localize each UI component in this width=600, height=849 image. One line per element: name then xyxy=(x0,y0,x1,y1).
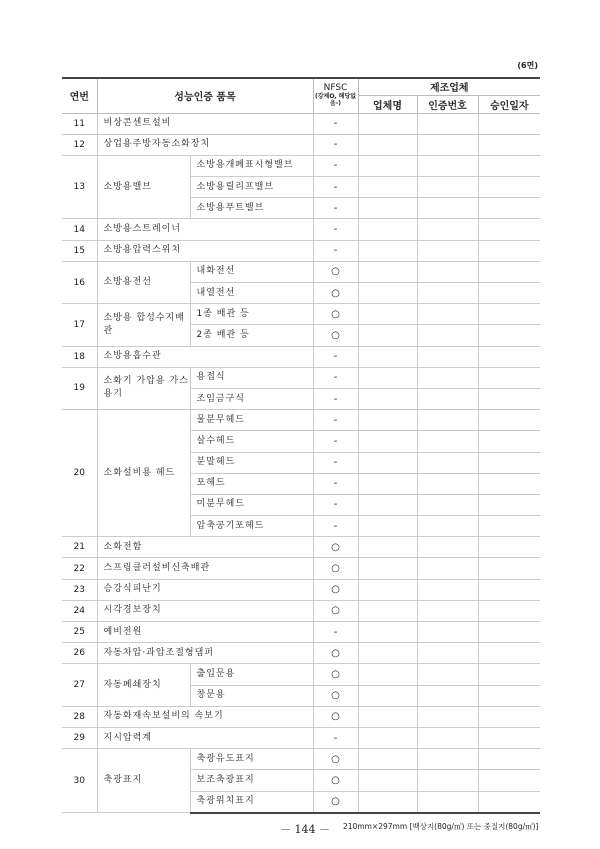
item-name: 소화설비용 헤드 xyxy=(97,410,190,537)
nfsc-mark: - xyxy=(313,219,358,240)
approval-date-cell xyxy=(478,706,540,727)
company-cell xyxy=(358,685,417,706)
company-cell xyxy=(358,452,417,473)
nfsc-mark: ○ xyxy=(313,664,358,685)
item-name: 축광표지 xyxy=(97,749,190,813)
item-name: 자동차압·과압조절형댐퍼 xyxy=(97,643,313,664)
approval-date-cell xyxy=(478,283,540,304)
cert-no-cell xyxy=(417,367,478,388)
nfsc-mark: - xyxy=(313,516,358,537)
table-row xyxy=(62,134,540,155)
cert-no-cell xyxy=(417,113,478,134)
cert-no-cell xyxy=(417,177,478,198)
approval-date-cell xyxy=(478,177,540,198)
nfsc-mark: - xyxy=(313,727,358,748)
table-row xyxy=(62,643,540,664)
item-number: 30 xyxy=(62,749,97,813)
table-row xyxy=(62,706,540,727)
cert-no-cell xyxy=(417,558,478,579)
nfsc-mark: ○ xyxy=(313,537,358,558)
nfsc-mark: ○ xyxy=(313,283,358,304)
nfsc-mark: - xyxy=(313,494,358,515)
approval-date-cell xyxy=(478,770,540,791)
company-cell xyxy=(358,367,417,388)
nfsc-mark: - xyxy=(313,622,358,643)
table-row xyxy=(62,558,540,579)
nfsc-mark: - xyxy=(313,177,358,198)
nfsc-mark: ○ xyxy=(313,558,358,579)
item-name: 소방용스트레이너 xyxy=(97,219,313,240)
approval-date-cell xyxy=(478,431,540,452)
item-number: 12 xyxy=(62,134,97,155)
item-name: 지시압력계 xyxy=(97,727,313,748)
approval-date-cell xyxy=(478,388,540,409)
item-number: 19 xyxy=(62,367,97,409)
sub-item-name: 축광유도표지 xyxy=(190,749,313,770)
nfsc-mark: - xyxy=(313,113,358,134)
cert-no-cell xyxy=(417,134,478,155)
cert-no-cell xyxy=(417,791,478,813)
company-cell xyxy=(358,240,417,261)
table-row xyxy=(62,537,540,558)
approval-date-cell xyxy=(478,410,540,431)
company-cell xyxy=(358,537,417,558)
header-cert-no: 인증번호 xyxy=(417,95,478,113)
item-number: 26 xyxy=(62,643,97,664)
table-row xyxy=(62,579,540,600)
company-cell xyxy=(358,304,417,325)
sub-item-name: 2종 배관 등 xyxy=(190,325,313,346)
company-cell xyxy=(358,198,417,219)
item-name: 소화기 가압용 가스용기 xyxy=(97,367,190,409)
approval-date-cell xyxy=(478,579,540,600)
cert-no-cell xyxy=(417,431,478,452)
approval-date-cell xyxy=(478,664,540,685)
item-name: 상업용주방자동소화장치 xyxy=(97,134,313,155)
approval-date-cell xyxy=(478,494,540,515)
item-name: 자동화재속보설비의 속보기 xyxy=(97,706,313,727)
item-name: 소방용밸브 xyxy=(97,155,190,219)
company-cell xyxy=(358,494,417,515)
item-name: 승강식피난기 xyxy=(97,579,313,600)
approval-date-cell xyxy=(478,219,540,240)
company-cell xyxy=(358,706,417,727)
cert-no-cell xyxy=(417,770,478,791)
nfsc-mark: - xyxy=(313,155,358,176)
item-number: 11 xyxy=(62,113,97,134)
nfsc-mark: ○ xyxy=(313,749,358,770)
sub-item-name: 분말헤드 xyxy=(190,452,313,473)
item-name: 소방용흡수관 xyxy=(97,346,313,367)
table-row xyxy=(62,622,540,643)
company-cell xyxy=(358,622,417,643)
table-row xyxy=(62,240,540,261)
item-number: 27 xyxy=(62,664,97,706)
sub-item-name: 보조축광표지 xyxy=(190,770,313,791)
nfsc-mark: - xyxy=(313,473,358,494)
company-cell xyxy=(358,410,417,431)
sub-item-name: 내열전선 xyxy=(190,283,313,304)
cert-no-cell xyxy=(417,685,478,706)
company-cell xyxy=(358,346,417,367)
company-cell xyxy=(358,727,417,748)
page-number: － 144 － xyxy=(280,823,330,836)
nfsc-mark: ○ xyxy=(313,600,358,621)
item-number: 18 xyxy=(62,346,97,367)
company-cell xyxy=(358,664,417,685)
company-cell xyxy=(358,113,417,134)
table-row xyxy=(62,261,540,282)
table-row xyxy=(62,367,540,388)
item-number: 15 xyxy=(62,240,97,261)
nfsc-mark: ○ xyxy=(313,643,358,664)
company-cell xyxy=(358,134,417,155)
item-number: 22 xyxy=(62,558,97,579)
cert-no-cell xyxy=(417,643,478,664)
approval-date-cell xyxy=(478,155,540,176)
table-row xyxy=(62,219,540,240)
cert-no-cell xyxy=(417,452,478,473)
cert-no-cell xyxy=(417,219,478,240)
item-number: 28 xyxy=(62,706,97,727)
company-cell xyxy=(358,558,417,579)
item-number: 13 xyxy=(62,155,97,219)
cert-no-cell xyxy=(417,304,478,325)
approval-date-cell xyxy=(478,727,540,748)
approval-date-cell xyxy=(478,325,540,346)
company-cell xyxy=(358,431,417,452)
nfsc-mark: ○ xyxy=(313,770,358,791)
cert-no-cell xyxy=(417,388,478,409)
nfsc-mark: - xyxy=(313,431,358,452)
header-company: 업체명 xyxy=(358,95,417,113)
item-number: 25 xyxy=(62,622,97,643)
item-number: 14 xyxy=(62,219,97,240)
approval-date-cell xyxy=(478,134,540,155)
company-cell xyxy=(358,643,417,664)
item-number: 20 xyxy=(62,410,97,537)
nfsc-mark: ○ xyxy=(313,261,358,282)
nfsc-mark: - xyxy=(313,134,358,155)
cert-no-cell xyxy=(417,155,478,176)
table-body xyxy=(62,113,540,813)
item-name: 자동폐쇄장치 xyxy=(97,664,190,706)
sub-item-name: 압축공기포헤드 xyxy=(190,516,313,537)
company-cell xyxy=(358,325,417,346)
item-number: 16 xyxy=(62,261,97,303)
nfsc-mark: ○ xyxy=(313,325,358,346)
company-cell xyxy=(358,579,417,600)
table-row xyxy=(62,346,540,367)
cert-no-cell xyxy=(417,240,478,261)
company-cell xyxy=(358,791,417,813)
cert-no-cell xyxy=(417,325,478,346)
company-cell xyxy=(358,516,417,537)
cert-no-cell xyxy=(417,749,478,770)
nfsc-mark: - xyxy=(313,346,358,367)
approval-date-cell xyxy=(478,452,540,473)
approval-date-cell xyxy=(478,346,540,367)
nfsc-mark: - xyxy=(313,410,358,431)
item-name: 비상콘센트설비 xyxy=(97,113,313,134)
cert-no-cell xyxy=(417,537,478,558)
approval-date-cell xyxy=(478,622,540,643)
company-cell xyxy=(358,388,417,409)
company-cell xyxy=(358,155,417,176)
company-cell xyxy=(358,600,417,621)
sub-item-name: 소방용푸트밸브 xyxy=(190,198,313,219)
item-name: 소방용 합성수지배관 xyxy=(97,304,190,346)
sub-item-name: 출입문용 xyxy=(190,664,313,685)
company-cell xyxy=(358,177,417,198)
item-number: 17 xyxy=(62,304,97,346)
sub-item-name: 미분무헤드 xyxy=(190,494,313,515)
approval-date-cell xyxy=(478,113,540,134)
approval-date-cell xyxy=(478,473,540,494)
item-number: 29 xyxy=(62,727,97,748)
cert-no-cell xyxy=(417,494,478,515)
sub-item-name: 포헤드 xyxy=(190,473,313,494)
nfsc-mark: - xyxy=(313,367,358,388)
approval-date-cell xyxy=(478,367,540,388)
company-cell xyxy=(358,283,417,304)
nfsc-mark: - xyxy=(313,198,358,219)
item-number: 23 xyxy=(62,579,97,600)
item-name: 시각경보장치 xyxy=(97,600,313,621)
item-name: 소화전함 xyxy=(97,537,313,558)
header-nfsc-note: (강제O, 해당없음-) xyxy=(314,93,357,108)
cert-no-cell xyxy=(417,664,478,685)
company-cell xyxy=(358,473,417,494)
approval-date-cell xyxy=(478,240,540,261)
sub-item-name: 물분무헤드 xyxy=(190,410,313,431)
cert-no-cell xyxy=(417,410,478,431)
sub-item-name: 내화전선 xyxy=(190,261,313,282)
item-name: 소방용전선 xyxy=(97,261,190,303)
item-name: 소방용압력스위치 xyxy=(97,240,313,261)
table-row xyxy=(62,664,540,685)
approval-date-cell xyxy=(478,516,540,537)
cert-no-cell xyxy=(417,706,478,727)
item-number: 21 xyxy=(62,537,97,558)
table-row xyxy=(62,410,540,431)
cert-no-cell xyxy=(417,516,478,537)
table-row xyxy=(62,304,540,325)
table-row xyxy=(62,600,540,621)
header-maker: 제조업체 xyxy=(358,78,540,95)
table-row xyxy=(62,749,540,770)
nfsc-mark: - xyxy=(313,452,358,473)
nfsc-mark: - xyxy=(313,240,358,261)
approval-date-cell xyxy=(478,749,540,770)
approval-date-cell xyxy=(478,198,540,219)
sub-item-name: 축광위치표지 xyxy=(190,791,313,813)
nfsc-mark: ○ xyxy=(313,706,358,727)
company-cell xyxy=(358,749,417,770)
sub-item-name: 창문용 xyxy=(190,685,313,706)
paper-spec: 210mm×297mm [백상지(80g/㎡) 또는 중질지(80g/㎡)] xyxy=(343,822,539,831)
header-approval-date: 승인일자 xyxy=(478,95,540,113)
table-row xyxy=(62,155,540,176)
approval-date-cell xyxy=(478,261,540,282)
cert-no-cell xyxy=(417,579,478,600)
cert-no-cell xyxy=(417,473,478,494)
nfsc-mark: - xyxy=(313,388,358,409)
approval-date-cell xyxy=(478,600,540,621)
nfsc-mark: ○ xyxy=(313,304,358,325)
item-name: 예비전원 xyxy=(97,622,313,643)
company-cell xyxy=(358,770,417,791)
approval-date-cell xyxy=(478,304,540,325)
header-nfsc-label: NFSC xyxy=(323,83,348,94)
sub-item-name: 용접식 xyxy=(190,367,313,388)
item-name: 스프링클러설비신축배관 xyxy=(97,558,313,579)
cert-no-cell xyxy=(417,727,478,748)
approval-date-cell xyxy=(478,558,540,579)
cert-no-cell xyxy=(417,283,478,304)
cert-no-cell xyxy=(417,622,478,643)
header-nfsc xyxy=(313,78,358,113)
nfsc-mark: ○ xyxy=(313,791,358,813)
certification-table xyxy=(62,77,540,814)
sub-item-name: 소방용개폐표시형밸브 xyxy=(190,155,313,176)
nfsc-mark: ○ xyxy=(313,579,358,600)
sub-item-name: 조임금구식 xyxy=(190,388,313,409)
sub-item-name: 1종 배관 등 xyxy=(190,304,313,325)
item-number: 24 xyxy=(62,600,97,621)
cert-no-cell xyxy=(417,261,478,282)
company-cell xyxy=(358,261,417,282)
approval-date-cell xyxy=(478,685,540,706)
cert-no-cell xyxy=(417,198,478,219)
table-row xyxy=(62,727,540,748)
table-row xyxy=(62,113,540,134)
sub-item-name: 살수헤드 xyxy=(190,431,313,452)
header-no: 연번 xyxy=(62,78,97,113)
cert-no-cell xyxy=(417,346,478,367)
approval-date-cell xyxy=(478,643,540,664)
sub-item-name: 소방용릴리프밸브 xyxy=(190,177,313,198)
header-item: 성능인증 품목 xyxy=(97,78,313,113)
approval-date-cell xyxy=(478,537,540,558)
cert-no-cell xyxy=(417,600,478,621)
approval-date-cell xyxy=(478,791,540,813)
nfsc-mark: ○ xyxy=(313,685,358,706)
page-note: (6면) xyxy=(517,61,538,70)
company-cell xyxy=(358,219,417,240)
